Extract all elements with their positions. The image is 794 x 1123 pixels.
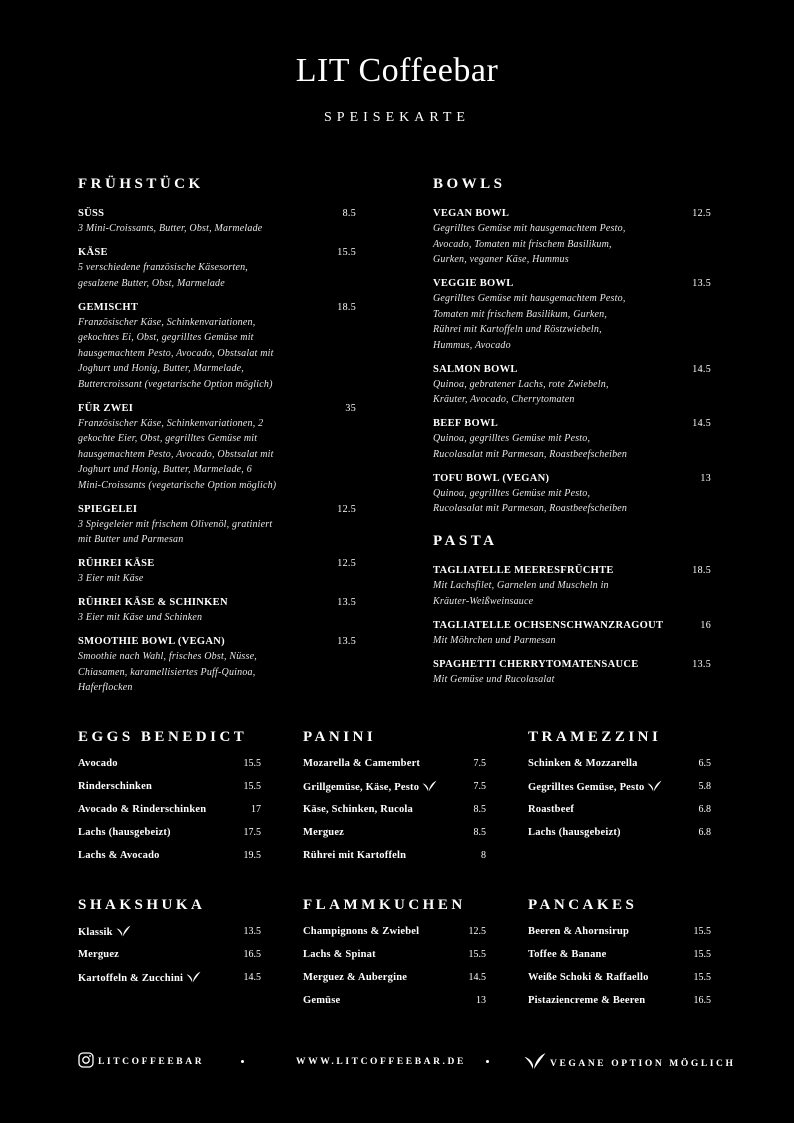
menu-item-name-text: Klassik — [78, 927, 113, 938]
menu-item — [78, 301, 356, 393]
menu-item-name-text: Käse, Schinken, Rucola — [303, 804, 413, 815]
menu-item — [303, 948, 486, 962]
menu-item-name — [303, 757, 420, 771]
menu-item-price: 8.5 — [342, 208, 356, 219]
menu-item — [78, 803, 261, 817]
menu-item-name — [78, 780, 152, 794]
menu-item-price: 14.5 — [468, 972, 486, 983]
section-title: PANCAKES — [528, 897, 638, 913]
menu-item-name — [528, 780, 662, 795]
menu-item-name-text: Lachs & Avocado — [78, 850, 160, 861]
menu-item-price: 13 — [476, 995, 486, 1006]
menu-item-description: Buttercroissant (vegetarische Option möglich) — [78, 378, 273, 390]
menu-item-name-text: Lachs & Spinat — [303, 949, 376, 960]
section-title: BOWLS — [433, 176, 506, 192]
instagram-icon — [78, 1052, 94, 1068]
menu-item-name: GEMISCHT — [78, 301, 139, 313]
menu-item-description: hausgemachtem Pesto, Avocado, Obstsalat mit — [78, 448, 274, 460]
menu-item-price: 15.5 — [693, 972, 711, 983]
menu-item — [303, 757, 486, 771]
menu-item — [78, 246, 356, 291]
menu-item-price: 8.5 — [473, 804, 486, 815]
section-title: PASTA — [433, 533, 498, 549]
menu-item — [528, 803, 711, 817]
menu-item-name-text: Champignons & Zwiebel — [303, 926, 420, 937]
menu-item — [303, 925, 486, 939]
menu-item — [78, 757, 261, 771]
menu-item-description: Kräuter, Avocado, Cherrytomaten — [433, 394, 575, 405]
menu-item-price: 35 — [345, 402, 356, 414]
menu-item — [78, 925, 261, 939]
menu-item-description: Quinoa, gegrilltes Gemüse mit Pesto, — [433, 433, 591, 444]
menu-item-price: 13.5 — [337, 597, 356, 608]
menu-item-price: 6.5 — [698, 758, 711, 769]
menu-item — [303, 849, 486, 863]
menu-item — [433, 472, 711, 517]
menu-item-name — [303, 849, 406, 863]
menu-item — [528, 780, 711, 794]
menu-item — [528, 757, 711, 771]
menu-item-name-text: Avocado & Rinderschinken — [78, 804, 207, 815]
menu-item-price: 8.5 — [473, 827, 486, 838]
menu-item-name — [303, 780, 437, 795]
menu-item-price: 7.5 — [473, 758, 486, 769]
menu-item-name: SPAGHETTI CHERRYTOMATENSAUCE — [433, 658, 639, 670]
menu-item — [303, 803, 486, 817]
menu-item-price: 13.5 — [692, 278, 711, 289]
menu-item-name — [78, 925, 131, 940]
menu-item-description: gekochtes Ei, Obst, gegrilltes Gemüse mit — [78, 332, 254, 343]
menu-item-description: Rührei mit Kartoffeln und Röstzwiebeln, — [433, 324, 602, 335]
menu-item-name: VEGAN BOWL — [433, 208, 510, 219]
menu-item-name — [528, 757, 638, 771]
menu-item-price: 15.5 — [243, 781, 261, 792]
footer-separator — [241, 1060, 244, 1063]
menu-item-name-text: Rinderschinken — [78, 781, 152, 792]
menu-item-description: gekochte Eier, Obst, gegrilltes Gemüse mit — [78, 433, 258, 444]
menu-item-name-text: Gegrilltes Gemüse, Pesto — [528, 782, 645, 793]
menu-item-name-text: Weiße Schoki & Raffaello — [528, 972, 649, 983]
menu-item-name-text: Merguez & Aubergine — [303, 972, 408, 983]
menu-item-name — [78, 971, 201, 986]
menu-item — [433, 277, 711, 353]
leaf-icon — [524, 1052, 546, 1070]
menu-item-name: BEEF BOWL — [433, 418, 499, 429]
menu-item-name: TAGLIATELLE MEERESFRÜCHTE — [433, 565, 614, 576]
menu-item-description: Chiasamen, karamellisiertes Puff-Quinoa, — [78, 666, 256, 678]
menu-item-price: 15.5 — [337, 247, 356, 258]
menu-item-price: 17 — [251, 804, 261, 815]
menu-item-description: 3 Spiegeleier mit frischem Olivenöl, gratiniert — [78, 518, 273, 530]
menu-item-name — [303, 971, 407, 985]
menu-item — [303, 971, 486, 985]
menu-item-price: 15.5 — [693, 926, 711, 937]
menu-item-description: Gegrilltes Gemüse mit hausgemachtem Pesto, — [433, 293, 626, 304]
menu-item-name — [528, 803, 574, 817]
section-title: FRÜHSTÜCK — [78, 176, 204, 192]
menu-item-price: 15.5 — [243, 758, 261, 769]
menu-item-description: Rucolasalat mit Parmesan, Roastbeefscheiben — [433, 448, 628, 460]
menu-item-name — [78, 948, 119, 962]
menu-item-price: 19.5 — [243, 850, 261, 861]
menu-item — [528, 925, 711, 939]
menu-item-name-text: Toffee & Banane — [528, 949, 607, 960]
menu-item-price: 13.5 — [337, 636, 356, 647]
menu-item-price: 13.5 — [243, 926, 261, 937]
menu-item-name-text: Lachs (hausgebeizt) — [78, 827, 171, 838]
menu-item-price: 17.5 — [243, 827, 261, 838]
menu-item — [303, 780, 486, 794]
menu-item-name: SMOOTHIE BOWL (VEGAN) — [78, 636, 225, 647]
menu-item-description: Kräuter-Weißweinsauce — [433, 595, 534, 607]
menu-item-name — [528, 925, 629, 939]
menu-item — [78, 948, 261, 962]
menu-item — [528, 971, 711, 985]
menu-item-price: 14.5 — [692, 363, 711, 375]
menu-item-name: SPIEGELEI — [78, 503, 138, 515]
menu-item-name — [303, 826, 344, 840]
footer-vegan-note — [524, 1052, 736, 1072]
menu-item-name-text: Rührei mit Kartoffeln — [303, 850, 407, 861]
page-title: LIT Coffeebar — [295, 52, 499, 89]
menu-item — [78, 503, 356, 548]
menu-item-name: SALMON BOWL — [433, 363, 518, 375]
menu-item-name — [78, 757, 118, 771]
menu-item-name — [78, 826, 171, 840]
menu-item — [433, 363, 711, 408]
page-subtitle: SPEISEKARTE — [324, 110, 470, 125]
menu-item-description: 3 Eier mit Käse und Schinken — [78, 612, 203, 623]
menu-item-name: FÜR ZWEI — [78, 402, 134, 414]
menu-item-description: Mini-Croissants (vegetarische Option möglich) — [78, 479, 277, 491]
section-title: PANINI — [303, 729, 377, 745]
menu-item-description: 3 Mini-Croissants, Butter, Obst, Marmelade — [78, 223, 263, 234]
section-title: TRAMEZZINI — [528, 729, 662, 745]
menu-item — [528, 994, 711, 1008]
menu-item-name-text: Roastbeef — [528, 804, 575, 815]
leaf-icon — [186, 971, 201, 983]
menu-item-description: Joghurt und Honig, Butter, Marmelade, — [78, 363, 244, 374]
menu-item — [528, 948, 711, 962]
menu-item-description: Gurken, veganer Käse, Hummus — [433, 254, 569, 265]
menu-item-description: Französischer Käse, Schinkenvariationen, — [78, 316, 256, 328]
section-title: FLAMMKUCHEN — [303, 897, 466, 913]
footer-separator — [486, 1060, 489, 1063]
menu-item-name: SÜSS — [78, 208, 105, 219]
menu-item — [78, 207, 356, 237]
section-title: EGGS BENEDICT — [78, 729, 248, 745]
menu-item-price: 16.5 — [243, 949, 261, 960]
menu-item-price: 13.5 — [692, 658, 711, 670]
menu-item-price: 18.5 — [692, 565, 711, 576]
menu-item-name — [78, 849, 160, 863]
menu-item — [78, 826, 261, 840]
menu-item — [78, 596, 356, 626]
menu-item-name — [528, 971, 649, 985]
menu-item-price: 5.8 — [698, 781, 711, 792]
menu-item-name-text: Merguez — [78, 949, 120, 960]
footer-instagram[interactable] — [78, 1052, 204, 1072]
menu-item-price: 13 — [700, 472, 711, 484]
menu-item-name — [528, 948, 606, 962]
footer-website[interactable]: WWW.LITCOFFEEBAR.DE — [296, 1057, 466, 1067]
menu-item-description: Haferflocken — [78, 682, 133, 693]
menu-item-description: Mit Gemüse und Rucolasalat — [433, 673, 555, 685]
menu-item-price: 12.5 — [468, 926, 486, 937]
menu-item-name-text: Mozarella & Camembert — [303, 758, 421, 769]
menu-item-name-text: Kartoffeln & Zucchini — [78, 973, 184, 984]
menu-item-price: 16 — [700, 619, 711, 631]
menu-item — [78, 557, 356, 587]
menu-item-price: 14.5 — [243, 972, 261, 983]
menu-item-description: Mit Möhrchen und Parmesan — [433, 634, 556, 646]
menu-item — [433, 564, 711, 609]
menu-item-price: 12.5 — [337, 503, 356, 515]
menu-item-name: KÄSE — [78, 247, 108, 258]
menu-item-name — [303, 994, 340, 1008]
menu-item-name-text: Gemüse — [303, 995, 341, 1006]
menu-item-description: hausgemachtem Pesto, Avocado, Obstsalat mit — [78, 347, 274, 359]
menu-item-price: 18.5 — [337, 301, 356, 313]
menu-item-price: 12.5 — [337, 558, 356, 569]
menu-item-description: 5 verschiedene französische Käsesorten, — [78, 262, 248, 273]
section-title: SHAKSHUKA — [78, 897, 206, 913]
menu-item-name-text: Grillgemüse, Käse, Pesto — [303, 782, 420, 793]
menu-item — [78, 402, 356, 494]
menu-item-name: TAGLIATELLE OCHSENSCHWANZRAGOUT — [433, 619, 664, 631]
menu-item-name — [528, 826, 621, 840]
menu-item — [78, 780, 261, 794]
menu-item-description: Rucolasalat mit Parmesan, Roastbeefscheiben — [433, 503, 628, 514]
footer-vegan-label: VEGANE OPTION MÖGLICH — [550, 1059, 736, 1069]
menu-item — [78, 971, 261, 985]
leaf-icon — [116, 925, 131, 937]
menu-item-name-text: Merguez — [303, 827, 345, 838]
menu-item-name-text: Beeren & Ahornsirup — [528, 926, 630, 937]
menu-item-name — [78, 803, 206, 817]
menu-item — [433, 658, 711, 688]
leaf-icon — [647, 780, 662, 792]
menu-item-price: 8 — [481, 850, 486, 861]
menu-item — [78, 635, 356, 696]
menu-item-name — [303, 925, 419, 939]
menu-item-price: 15.5 — [468, 949, 486, 960]
menu-item-description: Gegrilltes Gemüse mit hausgemachtem Pesto, — [433, 223, 626, 234]
menu-item-description: mit Butter und Parmesan — [78, 534, 184, 545]
menu-item — [433, 619, 711, 649]
menu-item-name-text: Pistaziencreme & Beeren — [528, 995, 646, 1006]
menu-item-description: Smoothie nach Wahl, frisches Obst, Nüsse, — [78, 651, 257, 662]
menu-item-name-text: Lachs (hausgebeizt) — [528, 827, 621, 838]
menu-item — [433, 417, 711, 462]
menu-item-price: 12.5 — [692, 208, 711, 219]
menu-item-name — [303, 803, 413, 817]
menu-item-price: 6.8 — [698, 804, 711, 815]
menu-item-description: Mit Lachsfilet, Garnelen und Muscheln in — [433, 580, 609, 591]
menu-item-description: Joghurt und Honig, Butter, Marmelade, 6 — [78, 464, 252, 475]
menu-item — [303, 994, 486, 1008]
menu-item-name: RÜHREI KÄSE & SCHINKEN — [78, 597, 228, 608]
menu-item — [528, 826, 711, 840]
menu-item — [303, 826, 486, 840]
menu-item-name: VEGGIE BOWL — [433, 278, 514, 289]
menu-item-description: 3 Eier mit Käse — [78, 573, 144, 584]
menu-item — [433, 207, 711, 268]
leaf-icon — [422, 780, 437, 792]
menu-item-description: Hummus, Avocado — [433, 339, 511, 351]
menu-item-price: 7.5 — [473, 781, 486, 792]
menu-item-price: 14.5 — [692, 418, 711, 429]
menu-item-description: Quinoa, gebratener Lachs, rote Zwiebeln, — [433, 378, 609, 390]
menu-item-name: RÜHREI KÄSE — [78, 558, 155, 569]
menu-item-description: Quinoa, gegrilltes Gemüse mit Pesto, — [433, 487, 591, 499]
menu-item-description: Tomaten mit frischem Basilikum, Gurken, — [433, 308, 608, 320]
menu-item — [78, 849, 261, 863]
menu-item-description: Französischer Käse, Schinkenvariationen, 2 — [78, 417, 264, 429]
menu-item-price: 6.8 — [698, 827, 711, 838]
menu-item-name — [528, 994, 645, 1008]
menu-item-name — [303, 948, 376, 962]
footer-instagram-label: LITCOFFEEBAR — [98, 1057, 205, 1067]
menu-item-description: Avocado, Tomaten mit frischem Basilikum, — [433, 238, 612, 250]
menu-item-description: gesalzene Butter, Obst, Marmelade — [78, 277, 225, 289]
menu-item-price: 16.5 — [693, 995, 711, 1006]
menu-item-name-text: Schinken & Mozzarella — [528, 758, 638, 769]
menu-item-price: 15.5 — [693, 949, 711, 960]
menu-item-name: TOFU BOWL (VEGAN) — [433, 472, 550, 484]
menu-item-name-text: Avocado — [78, 758, 118, 769]
